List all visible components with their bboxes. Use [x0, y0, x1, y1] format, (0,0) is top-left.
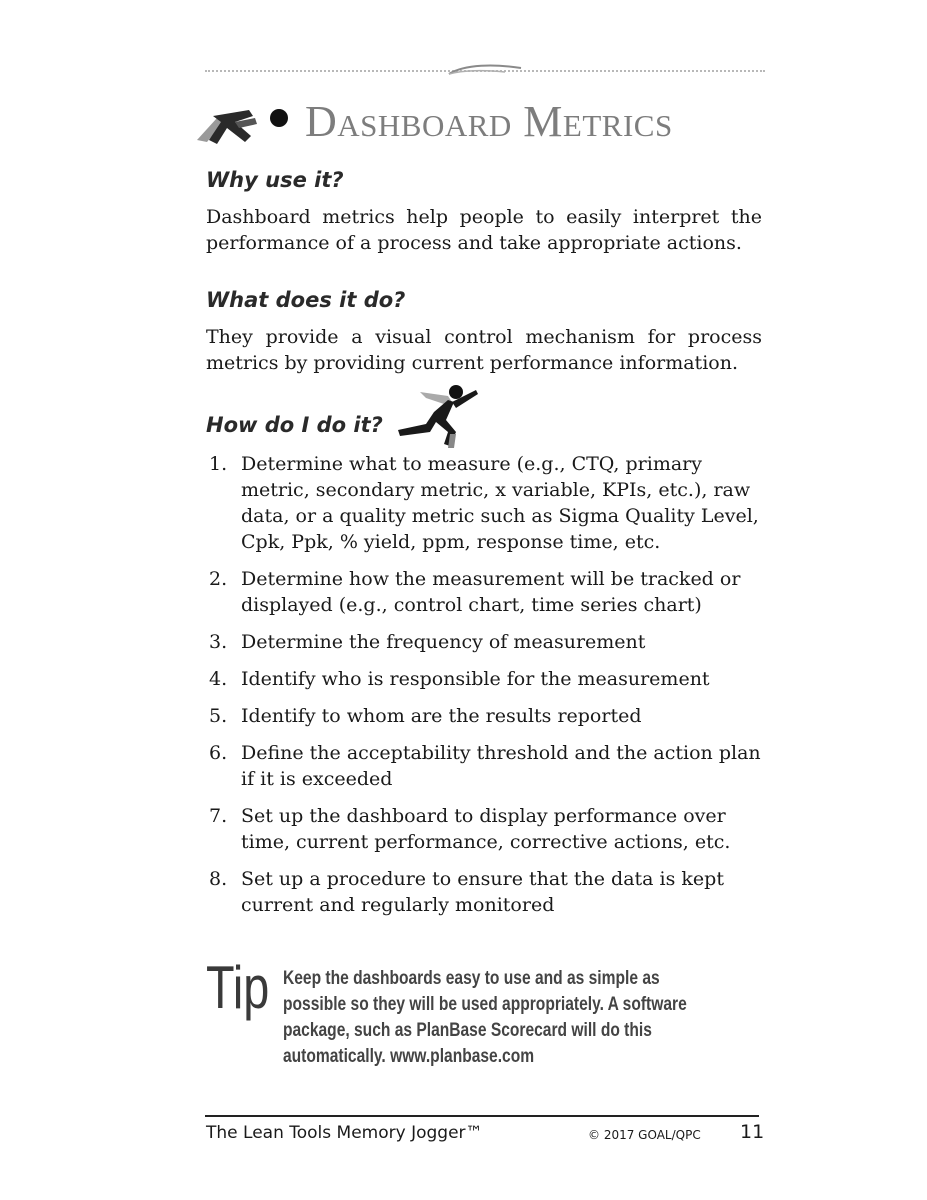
list-item: [206, 803, 766, 855]
step-text: Identify who is responsible for the measurement: [241, 668, 710, 690]
footer-rule: [205, 1115, 759, 1117]
step-text: Determine how the measurement will be tracked or displayed (e.g., control chart, time series chart): [241, 568, 741, 616]
tip-text: Keep the dashboards easy to use and as simple as possible so they will be used appropriately. A software package, such as PlanBase Scorecard will do this automatically. www.planbase.com: [283, 968, 687, 1067]
step-number: 2.: [209, 568, 228, 590]
list-item: [206, 703, 766, 729]
step-number: 6.: [209, 742, 228, 764]
step-text: Identify to whom are the results reported: [241, 705, 642, 727]
title-row: [195, 92, 673, 152]
step-text: Determine the frequency of measurement: [241, 631, 646, 653]
tip-label: Tip: [206, 954, 270, 1021]
list-item: [206, 740, 766, 792]
step-number: 1.: [209, 453, 228, 475]
why-heading: Why use it?: [206, 168, 344, 192]
running-figure-logo-icon: [195, 96, 293, 148]
page-number: 11: [740, 1121, 765, 1143]
list-item: [206, 666, 766, 692]
swoosh-ornament-icon: [445, 62, 525, 80]
step-number: 7.: [209, 805, 228, 827]
step-number: 8.: [209, 868, 228, 890]
step-number: 4.: [209, 668, 228, 690]
what-heading: What does it do?: [206, 288, 406, 312]
what-body: They provide a visual control mechanism for process metrics by providing current performance information.: [206, 326, 762, 374]
footer-book-title: The Lean Tools Memory Jogger™: [206, 1123, 483, 1143]
list-item: [206, 451, 766, 555]
why-body: Dashboard metrics help people to easily interpret the performance of a process and take appropriate actions.: [206, 206, 762, 254]
list-item: [206, 866, 766, 918]
page-title: Dashboard Metrics: [305, 97, 673, 146]
list-item: [206, 629, 766, 655]
steps-list: [206, 451, 766, 929]
how-heading: How do I do it?: [206, 413, 383, 437]
step-number: 3.: [209, 631, 228, 653]
step-text: Define the acceptability threshold and the action plan if it is exceeded: [241, 742, 761, 790]
list-item: [206, 566, 766, 618]
step-number: 5.: [209, 705, 228, 727]
step-text: Set up the dashboard to display performance over time, current performance, corrective actions, etc.: [241, 805, 731, 853]
step-text: Determine what to measure (e.g., CTQ, primary metric, secondary metric, x variable, KPIs, etc.), raw data, or a quality metric such as Sigma Quality Level, Cpk, Ppk, % yield, ppm, response time, etc.: [241, 453, 759, 553]
running-figure-icon: [396, 384, 480, 450]
footer-copyright: © 2017 GOAL/QPC: [588, 1128, 701, 1142]
step-text: Set up a procedure to ensure that the data is kept current and regularly monitored: [241, 868, 724, 916]
